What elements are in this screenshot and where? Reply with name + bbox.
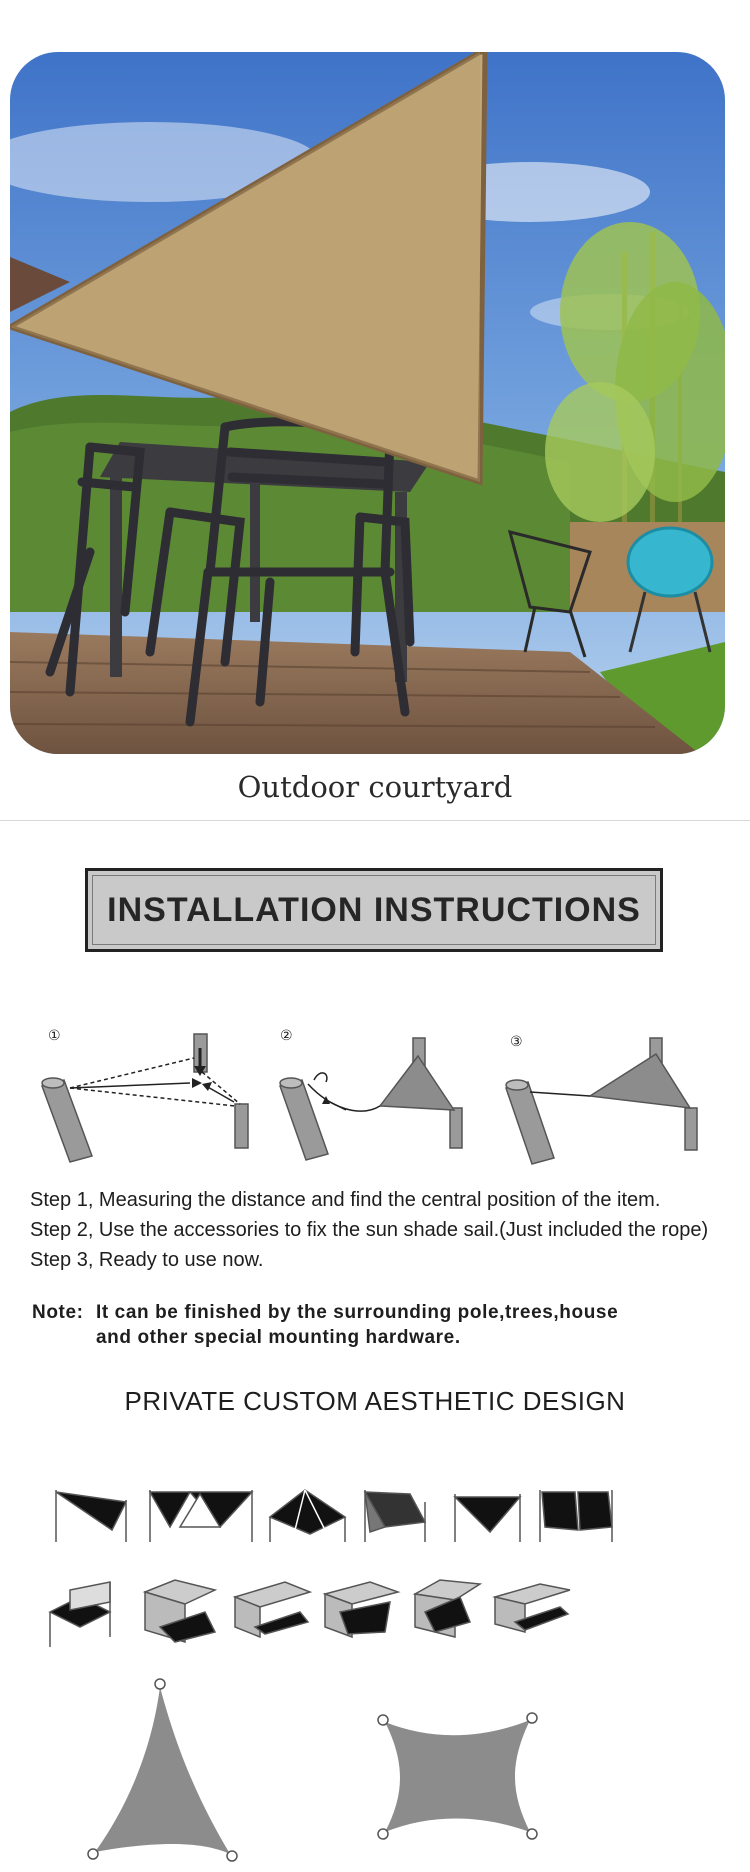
product-photo xyxy=(10,52,725,754)
step-2-marker: ② xyxy=(280,1028,293,1044)
note-line-1: It can be finished by the surrounding pole,trees,house xyxy=(96,1302,619,1323)
step-3-marker: ③ xyxy=(510,1034,523,1050)
design-8 xyxy=(145,1580,215,1642)
note-block xyxy=(32,1300,732,1350)
note-line-2: and other special mounting hardware. xyxy=(96,1327,461,1348)
design-5 xyxy=(455,1494,520,1542)
step-2-text: Step 2, Use the accessories to fix the sun shade sail.(Just included the rope) xyxy=(30,1219,709,1241)
courtyard-scene xyxy=(10,52,725,754)
rectangle-sail xyxy=(378,1713,537,1839)
steps-list xyxy=(30,1185,730,1275)
installation-title: INSTALLATION INSTRUCTIONS xyxy=(92,875,656,945)
installation-banner xyxy=(85,868,663,952)
step-3-text: Step 3, Ready to use now. xyxy=(30,1249,264,1271)
design-title: PRIVATE CUSTOM AESTHETIC DESIGN xyxy=(124,1386,626,1416)
design-4 xyxy=(365,1490,425,1542)
step-2-illustration xyxy=(280,1038,462,1160)
design-9 xyxy=(235,1582,310,1637)
design-variations-figure xyxy=(40,1472,710,1872)
design-10 xyxy=(325,1582,398,1637)
design-2 xyxy=(150,1490,252,1542)
section-divider xyxy=(0,820,750,821)
design-7 xyxy=(50,1582,110,1647)
step-1-marker: ① xyxy=(48,1028,61,1044)
design-12 xyxy=(495,1584,570,1632)
design-1 xyxy=(56,1490,126,1542)
photo-caption: Outdoor courtyard xyxy=(237,770,513,804)
design-11 xyxy=(415,1580,480,1637)
design-3 xyxy=(270,1490,345,1542)
step-3-illustration xyxy=(506,1038,697,1164)
step-1-text: Step 1, Measuring the distance and find the central position of the item. xyxy=(30,1189,661,1211)
note-label: Note: xyxy=(32,1302,84,1323)
installation-steps-figure xyxy=(30,1018,720,1168)
triangle-sail xyxy=(88,1679,237,1861)
step-1-illustration xyxy=(42,1034,248,1162)
design-6 xyxy=(540,1490,612,1542)
